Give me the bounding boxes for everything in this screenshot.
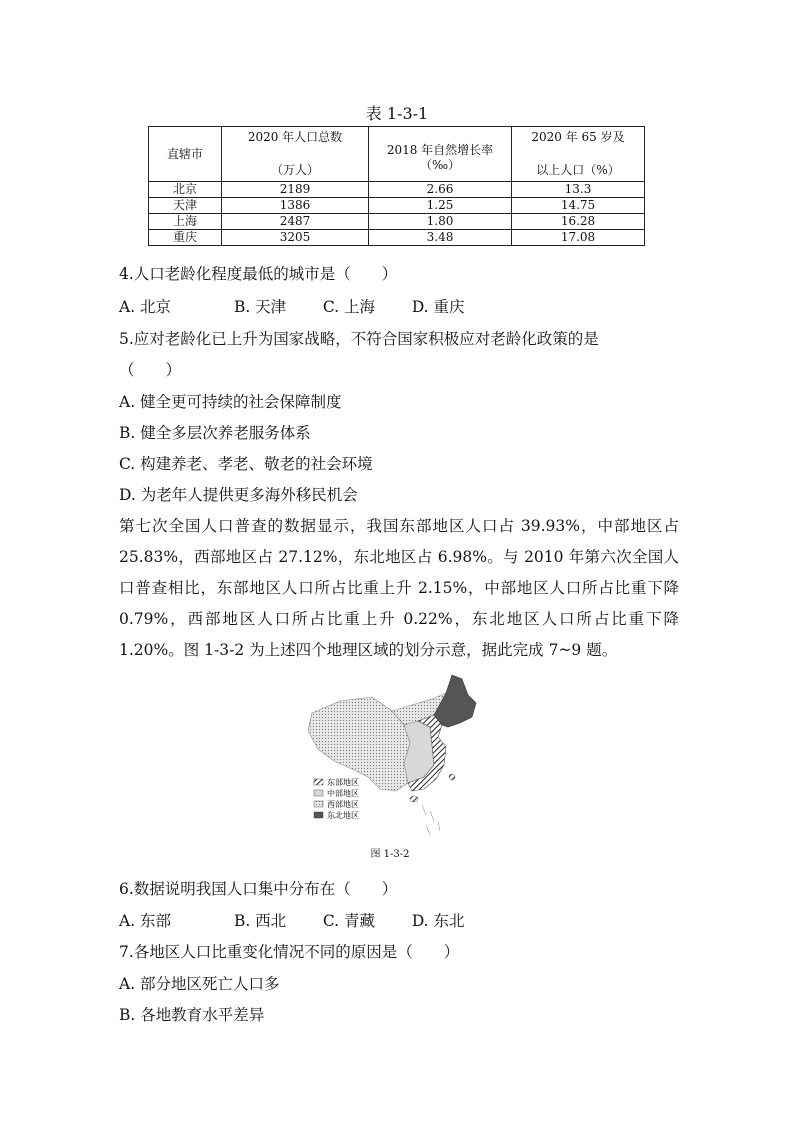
header-growth-line2: （‰） (419, 158, 461, 172)
legend-central-label: 中部地区 (327, 789, 359, 798)
q6-option-b[interactable]: B. 西北 (233, 912, 287, 930)
legend-northeast-label: 东北地区 (327, 811, 359, 820)
table-row (149, 182, 645, 198)
q6-option-a[interactable]: A. 东部 (119, 912, 172, 930)
figure-caption: 图 1-3-2 (370, 849, 410, 860)
legend-east-label: 东部地区 (327, 778, 359, 787)
q4-options (119, 295, 465, 317)
legend-central-swatch (314, 790, 323, 796)
q6-options (119, 909, 465, 931)
q4-option-b[interactable]: B. 天津 (233, 298, 287, 316)
q4-stem: 4.人口老龄化程度最低的城市是（ ） (119, 265, 398, 283)
cell-aged: 17.08 (512, 230, 645, 246)
cell-city: 上海 (149, 214, 222, 230)
q5-option-c[interactable]: C. 构建养老、孝老、敬老的社会环境 (119, 455, 373, 473)
header-aged-line2: 以上人口（%） (536, 163, 620, 177)
china-region-map (300, 665, 480, 845)
south-sea-islands (422, 805, 440, 835)
cell-pop: 3205 (222, 230, 369, 246)
q6-option-c[interactable]: C. 青藏 (322, 912, 376, 930)
table-row (149, 214, 645, 230)
q4-option-d[interactable]: D. 重庆 (411, 298, 465, 316)
legend-east-swatch (314, 779, 323, 785)
table-row (149, 230, 645, 246)
cell-city: 北京 (149, 182, 222, 198)
q4-option-a[interactable]: A. 北京 (119, 298, 172, 316)
cell-growth: 1.25 (369, 198, 512, 214)
cell-growth: 1.80 (369, 214, 512, 230)
header-aged (512, 127, 645, 182)
q5-stem: 5.应对老龄化已上升为国家战略，不符合国家积极应对老龄化政策的是 (119, 330, 599, 348)
q6-option-d[interactable]: D. 东北 (411, 912, 465, 930)
header-population-line2: （万人） (270, 163, 319, 177)
header-growth-line1: 2018 年自然增长率 (386, 143, 494, 157)
cell-pop: 2189 (222, 182, 369, 198)
table-caption: 表 1-3-1 (365, 104, 429, 123)
region-map (300, 665, 480, 860)
legend-west-label: 西部地区 (327, 800, 359, 809)
q6-stem: 6.数据说明我国人口集中分布在（ ） (119, 880, 398, 898)
cell-city: 重庆 (149, 230, 222, 246)
q5-option-d[interactable]: D. 为老年人提供更多海外移民机会 (119, 486, 358, 504)
cell-growth: 3.48 (369, 230, 512, 246)
hainan-island (410, 796, 418, 802)
cell-aged: 13.3 (512, 182, 645, 198)
cell-pop: 1386 (222, 198, 369, 214)
q5-option-a[interactable]: A. 健全更可持续的社会保障制度 (119, 393, 342, 411)
cell-aged: 16.28 (512, 214, 645, 230)
population-table (148, 126, 645, 246)
cell-aged: 14.75 (512, 198, 645, 214)
q5-option-b[interactable]: B. 健全多层次养老服务体系 (119, 424, 311, 442)
legend-west-swatch (314, 801, 323, 807)
q4-option-c[interactable]: C. 上海 (322, 298, 376, 316)
table-header-row (149, 127, 645, 182)
legend-northeast-swatch (314, 812, 323, 818)
cell-city: 天津 (149, 198, 222, 214)
header-city: 直辖市 (149, 127, 222, 182)
q7-stem: 7.各地区人口比重变化情况不同的原因是（ ） (119, 943, 460, 961)
q5-stem-blank: （ ） (119, 361, 182, 379)
passage: 第七次全国人口普查的数据显示，我国东部地区人口占 39.93%，中部地区占 25.83%，西部地区占 27.12%，东北地区占 6.98%。与 2010 年第六次全国人口普查相比，东部地区人口所占比重上升 2.15%，中部地区人口所占比重下降 0.79%，西部地区人口所占比重上升 0.22%，东北地区人口所占比重下降 1.20%。图 1-3-2 为上述四个地理区域的划分示意，据此完成 7~9 题。 (119, 517, 679, 659)
cell-growth: 2.66 (369, 182, 512, 198)
table-row (149, 198, 645, 214)
header-population (222, 127, 369, 182)
header-aged-line1: 2020 年 65 岁及 (531, 130, 625, 144)
header-population-line1: 2020 年人口总数 (247, 130, 343, 144)
q7-option-b[interactable]: B. 各地教育水平差异 (119, 1006, 265, 1024)
taiwan-island (449, 774, 455, 780)
cell-pop: 2487 (222, 214, 369, 230)
q7-option-a[interactable]: A. 部分地区死亡人口多 (119, 975, 280, 993)
header-growth (369, 127, 512, 182)
